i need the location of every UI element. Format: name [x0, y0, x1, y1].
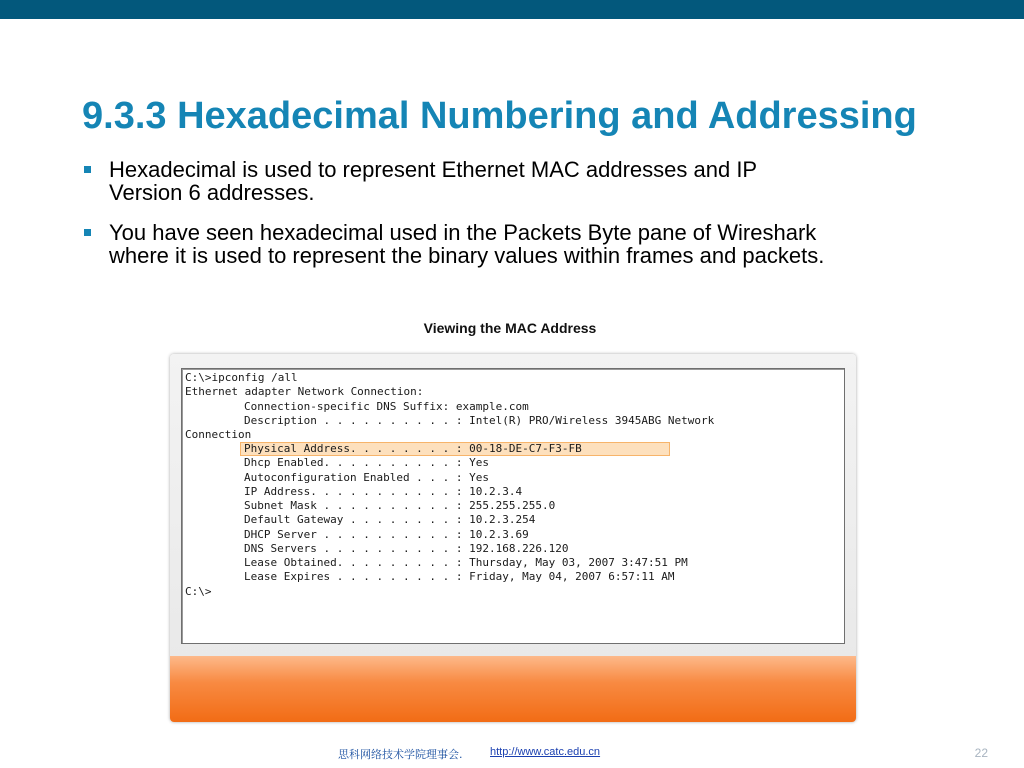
- console-line: Description . . . . . . . . . . : Intel(R) PRO/Wireless 3945ABG Network: [244, 414, 715, 427]
- slide-title: 9.3.3 Hexadecimal Numbering and Addressing: [82, 95, 917, 137]
- footer-organization: 思科网络技术学院理事会.: [338, 748, 463, 761]
- console-line: Connection: [185, 428, 252, 441]
- physical-address-line: Physical Address. . . . . . . . : 00-18-DE-C7-F3-FB: [244, 442, 582, 455]
- console-line: Dhcp Enabled. . . . . . . . . . : Yes: [244, 456, 490, 469]
- console-line: Ethernet adapter Network Connection:: [185, 385, 424, 398]
- square-bullet-icon: [84, 166, 91, 173]
- console-line: C:\>ipconfig /all: [185, 371, 298, 384]
- console-line: IP Address. . . . . . . . . . . : 10.2.3.4: [244, 485, 523, 498]
- bullet-text-line: You have seen hexadecimal used in the Packets Byte pane of Wireshark: [109, 220, 817, 245]
- console-line: Default Gateway . . . . . . . . : 10.2.3.254: [244, 513, 536, 526]
- bullet-text-line: Version 6 addresses.: [109, 180, 315, 205]
- console-line: Connection-specific DNS Suffix: example.com: [244, 400, 529, 413]
- console-line: DNS Servers . . . . . . . . . . : 192.168.226.120: [244, 542, 569, 555]
- console-line: Subnet Mask . . . . . . . . . . : 255.255.255.0: [244, 499, 556, 512]
- top-banner: [0, 0, 1024, 19]
- square-bullet-icon: [84, 229, 91, 236]
- page-number: 22: [974, 746, 988, 760]
- bullet-item: [84, 221, 964, 267]
- console-line: Lease Expires . . . . . . . . . : Friday, May 04, 2007 6:57:11 AM: [244, 570, 675, 583]
- bullet-text-line: where it is used to represent the binary values within frames and packets.: [109, 243, 825, 268]
- console-line: Autoconfiguration Enabled . . . : Yes: [244, 471, 490, 484]
- figure-caption: Viewing the MAC Address: [423, 320, 597, 336]
- orange-footer-band: [170, 656, 856, 722]
- bullet-list: [84, 158, 964, 284]
- footer-website-link[interactable]: http://www.catc.edu.cn: [490, 746, 601, 758]
- console-line: Lease Obtained. . . . . . . . . : Thursday, May 03, 2007 3:47:51 PM: [244, 556, 688, 569]
- command-prompt-output: [181, 368, 845, 644]
- bullet-text-line: Hexadecimal is used to represent Ethernet MAC addresses and IP: [109, 157, 758, 182]
- bullet-item: [84, 158, 964, 204]
- console-line: DHCP Server . . . . . . . . . . : 10.2.3.69: [244, 528, 529, 541]
- console-line: C:\>: [185, 585, 212, 598]
